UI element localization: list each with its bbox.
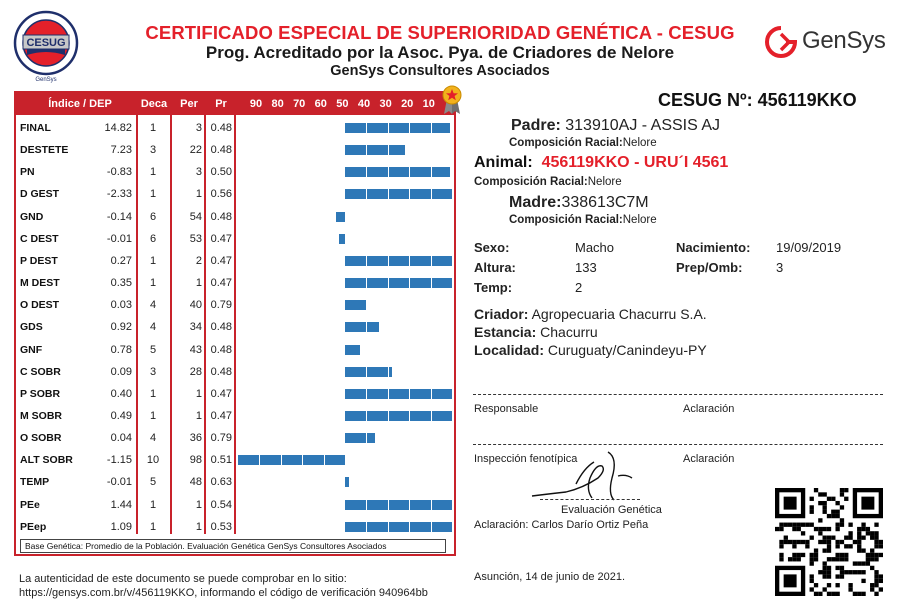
row-dep-value: 0.78 [110,343,132,356]
row-dep-value: 0.27 [110,254,132,267]
col-header-indice: Índice / DEP [48,98,112,110]
row-index-name: ALT SOBR [20,454,73,467]
percentile-bar [345,477,349,487]
altura-value: 133 [575,260,597,275]
row-deca-value: 1 [149,277,157,290]
row-per-value: 54 [189,210,202,223]
bar-segment-divider [388,145,389,155]
bar-segment-divider [409,167,410,177]
row-per-value: 48 [189,476,202,489]
inspeccion-label: Inspección fenotípica [474,453,578,465]
row-index-name: DESTETE [20,144,69,157]
comp-value: Nelore [587,176,622,188]
animal-value: 456119KKO - URU´I 4561 [541,154,729,171]
row-index-name: PEe [20,498,40,511]
row-index-name: GNF [20,343,43,356]
row-pr-value: 0.51 [210,454,232,467]
percentile-bar [345,367,392,377]
scale-tick-label: 60 [314,98,327,110]
row-per-value: 2 [195,254,202,267]
estancia-label: Estancia: [474,324,537,340]
percentile-bar [345,389,452,399]
row-pr-value: 0.54 [210,498,232,511]
bar-segment-divider [431,189,432,199]
page-title: CERTIFICADO ESPECIAL DE SUPERIORIDAD GENÉTICA - CESUG [145,22,735,43]
comp-label: Composición Racial: [509,214,623,226]
signature-image [528,448,638,506]
bar-segment-divider [388,389,389,399]
percentile-bar [345,411,452,421]
divider [204,93,206,534]
row-dep-value: 14.82 [104,122,132,134]
row-dep-value: 1.09 [110,520,132,533]
bar-segment-divider [431,123,432,133]
nacimiento-label: Nacimiento: [676,240,751,255]
scale-tick-label: 80 [271,98,284,110]
row-deca-value: 4 [149,321,157,334]
percentile-bar [339,234,345,244]
animal-label: Animal: [474,154,533,171]
criador-value: Agropecuaria Chacurru S.A. [531,306,707,322]
row-per-value: 1 [195,409,202,422]
bar-segment-divider [366,322,367,332]
row-index-name: O SOBR [20,432,62,445]
row-pr-value: 0.48 [210,122,232,134]
bar-segment-divider [388,167,389,177]
temp-label: Temp: [474,280,513,295]
divider [136,93,138,534]
madre-label: Madre: [509,194,562,211]
row-index-name: GND [20,210,44,223]
bar-segment-divider [409,411,410,421]
bar-segment-divider [431,522,432,532]
localidad-line [474,342,707,358]
bar-segment-divider [302,455,303,465]
row-per-value: 43 [189,343,202,356]
cesug-logo-ring-bottom: GenSys [35,77,57,83]
bar-segment-divider [366,167,367,177]
percentile-bar [345,522,452,532]
row-pr-value: 0.48 [210,343,232,356]
row-per-value: 40 [189,299,202,312]
row-per-value: 28 [189,365,202,378]
comp-label: Composición Racial: [509,137,623,149]
row-dep-value: -1.15 [106,454,132,467]
row-per-value: 53 [189,232,202,245]
row-per-value: 1 [195,520,202,533]
divider [170,93,172,534]
row-index-name: FINAL [20,122,51,134]
nacimiento-value: 19/09/2019 [776,240,842,255]
row-dep-value: 0.35 [110,277,132,290]
row-deca-value: 1 [149,387,157,400]
scale-tick-label: 20 [401,98,414,110]
bar-segment-divider [259,455,260,465]
bar-segment-divider [409,123,410,133]
row-per-value: 98 [189,454,202,467]
row-per-value: 3 [195,166,202,179]
percentile-bar [238,455,345,465]
localidad-value: Curuguaty/Canindeyu-PY [547,342,707,358]
bar-segment-divider [431,167,432,177]
row-deca-value: 6 [149,210,157,223]
madre-value: 338613C7M [561,194,649,211]
row-deca-value: 3 [149,365,157,378]
bar-segment-divider [366,123,367,133]
localidad-label: Localidad: [474,342,545,358]
row-index-name: PN [20,166,35,179]
row-index-name: O DEST [20,299,60,312]
signature-line [540,499,640,500]
evaluacion-label: Evaluación Genética [561,504,662,516]
percentile-bar [345,322,379,332]
row-per-value: 36 [189,432,202,445]
row-deca-value: 3 [149,144,157,157]
gensys-brand-text: GenSys [802,27,886,54]
gensys-mark-icon [764,25,798,59]
row-dep-value: -0.01 [106,232,132,245]
row-deca-value: 1 [149,254,157,267]
row-per-value: 34 [189,321,202,334]
dep-table [14,91,456,556]
row-index-name: C DEST [20,232,59,245]
row-dep-value: -0.83 [106,166,132,179]
divider [234,93,236,534]
row-deca-value: 10 [146,454,160,467]
bar-segment-divider [388,256,389,266]
row-dep-value: 1.44 [110,498,132,511]
estancia-line [474,324,598,340]
row-deca-value: 1 [149,498,157,511]
percentile-bar [345,433,375,443]
bar-segment-divider [409,389,410,399]
issue-date: Asunción, 14 de junio de 2021. [474,571,626,583]
row-pr-value: 0.63 [210,476,232,489]
comp-value: Nelore [622,214,657,226]
comp-value: Nelore [622,137,657,149]
row-dep-value: 0.09 [110,365,132,378]
sexo-label: Sexo: [474,240,510,255]
row-pr-value: 0.53 [210,520,232,533]
bar-segment-divider [409,256,410,266]
row-dep-value: 0.92 [110,321,132,334]
col-header-pr: Pr [215,98,227,110]
row-pr-value: 0.50 [210,166,232,179]
row-per-value: 1 [195,188,202,201]
row-pr-value: 0.56 [210,188,232,201]
row-deca-value: 1 [149,188,157,201]
scale-tick-label: 10 [422,98,435,110]
row-pr-value: 0.48 [210,365,232,378]
bar-segment-divider [409,189,410,199]
bar-segment-divider [388,411,389,421]
criador-line [474,306,707,322]
prep-label: Prep/Omb: [676,260,743,275]
aclaracion-nombre: Aclaración: Carlos Darío Ortiz Peña [474,519,649,531]
row-deca-value: 4 [149,299,157,312]
bar-segment-divider [366,278,367,288]
scale-tick-label: 30 [379,98,392,110]
cesug-logo [13,3,79,86]
bar-segment-divider [388,522,389,532]
row-deca-value: 1 [149,520,157,533]
authenticity-line-1: La autenticidad de este documento se puede comprobar en lo sitio: [19,573,347,585]
row-index-name: PEep [20,520,47,533]
bar-segment-divider [388,189,389,199]
percentile-bar [345,500,452,510]
bar-segment-divider [366,433,367,443]
row-deca-value: 5 [149,343,157,356]
table-footnote: Base Genética: Promedio de la Población. Evaluación Genética GenSys Consultores Asociados [20,539,446,553]
row-deca-value: 1 [149,122,157,134]
bar-segment-divider [366,411,367,421]
row-index-name: C SOBR [20,365,61,378]
padre-label: Padre: [511,117,561,134]
criador-label: Criador: [474,306,529,322]
bar-segment-divider [388,367,389,377]
estancia-value: Chacurru [540,324,598,340]
bar-segment-divider [366,256,367,266]
padre-line [511,117,720,135]
row-pr-value: 0.47 [210,254,232,267]
row-dep-value: 0.40 [110,387,132,400]
col-header-per: Per [180,98,198,110]
bar-segment-divider [409,278,410,288]
animal-line [474,154,728,172]
row-pr-value: 0.79 [210,432,232,445]
padre-value: 313910AJ - ASSIS AJ [565,117,721,134]
row-dep-value: 0.03 [110,299,132,312]
percentile-bar [336,212,345,222]
cesug-logo-text: CESUG [26,37,66,49]
row-pr-value: 0.48 [210,144,232,157]
bar-segment-divider [388,500,389,510]
row-pr-value: 0.48 [210,210,232,223]
row-pr-value: 0.47 [210,387,232,400]
row-per-value: 3 [195,122,202,134]
row-dep-value: -2.33 [106,188,132,201]
row-pr-value: 0.47 [210,232,232,245]
scale-tick-label: 90 [249,98,263,110]
aclaracion-label: Aclaración [683,453,735,465]
row-index-name: GDS [20,321,43,334]
percentile-bar [345,256,452,266]
bar-segment-divider [388,278,389,288]
row-per-value: 1 [195,387,202,400]
bar-segment-divider [431,278,432,288]
row-deca-value: 6 [149,232,157,245]
bar-segment-divider [431,389,432,399]
sexo-value: Macho [575,240,615,255]
gensys-logo [764,22,894,62]
row-per-value: 1 [195,277,202,290]
prep-value: 3 [776,260,784,275]
row-index-name: P DEST [20,254,58,267]
scale-tick-label: 70 [293,98,306,110]
row-per-value: 22 [189,144,202,157]
responsable-label: Responsable [474,403,539,415]
percentile-bar [345,123,450,133]
authenticity-note [19,572,428,600]
authenticity-line-2: https://gensys.com.br/v/456119KKO, informando el código de verificación 940964bb [19,587,428,599]
row-deca-value: 5 [149,476,157,489]
temp-value: 2 [575,280,583,295]
row-dep-value: 0.49 [110,409,132,422]
aclaracion-label: Aclaración [683,403,735,415]
scale-tick-label: 50 [336,98,349,110]
row-pr-value: 0.79 [210,299,232,312]
qr-code-icon [775,488,883,596]
row-pr-value: 0.47 [210,277,232,290]
comp-label: Composición Racial: [474,176,588,188]
bar-segment-divider [281,455,282,465]
row-deca-value: 1 [149,409,157,422]
percentile-bar [345,345,360,355]
row-index-name: M DEST [20,277,60,290]
bar-segment-divider [366,500,367,510]
col-header-deca: Deca [140,98,168,110]
animal-composition [474,176,622,188]
row-index-name: M SOBR [20,409,62,422]
medal-icon [442,85,462,115]
altura-label: Altura: [474,260,516,275]
row-dep-value: -0.14 [106,210,132,223]
row-index-name: D GEST [20,188,60,201]
madre-line [509,194,649,212]
bar-segment-divider [431,411,432,421]
signature-line [473,394,883,395]
row-pr-value: 0.48 [210,321,232,334]
row-index-name: TEMP [20,476,50,489]
row-per-value: 1 [195,498,202,511]
bar-segment-divider [431,500,432,510]
percentile-bar [345,167,450,177]
row-dep-value: -0.01 [106,476,132,489]
bar-segment-divider [409,522,410,532]
bar-segment-divider [366,522,367,532]
percentile-bar [345,278,452,288]
row-deca-value: 1 [149,166,157,179]
page-subtitle: Prog. Acreditado por la Asoc. Pya. de Criadores de Nelore [205,43,675,62]
padre-composition [509,137,657,149]
bar-segment-divider [431,256,432,266]
bar-segment-divider [409,500,410,510]
signature-line [473,444,883,445]
percentile-bar [345,300,366,310]
bar-segment-divider [388,123,389,133]
percentile-bar [345,145,405,155]
bar-segment-divider [366,189,367,199]
madre-composition [509,214,657,226]
bar-segment-divider [366,145,367,155]
row-pr-value: 0.47 [210,409,232,422]
row-deca-value: 4 [149,432,157,445]
row-dep-value: 7.23 [110,144,132,157]
row-dep-value: 0.04 [110,432,132,445]
bar-segment-divider [366,389,367,399]
cesug-number: CESUG Nº: 456119KKO [658,90,857,110]
scale-tick-label: 40 [357,98,371,110]
bar-segment-divider [366,367,367,377]
row-index-name: P SOBR [20,387,61,400]
bar-segment-divider [324,455,325,465]
percentile-bar [345,189,452,199]
page-subtitle-2: GenSys Consultores Asociados [330,63,550,79]
